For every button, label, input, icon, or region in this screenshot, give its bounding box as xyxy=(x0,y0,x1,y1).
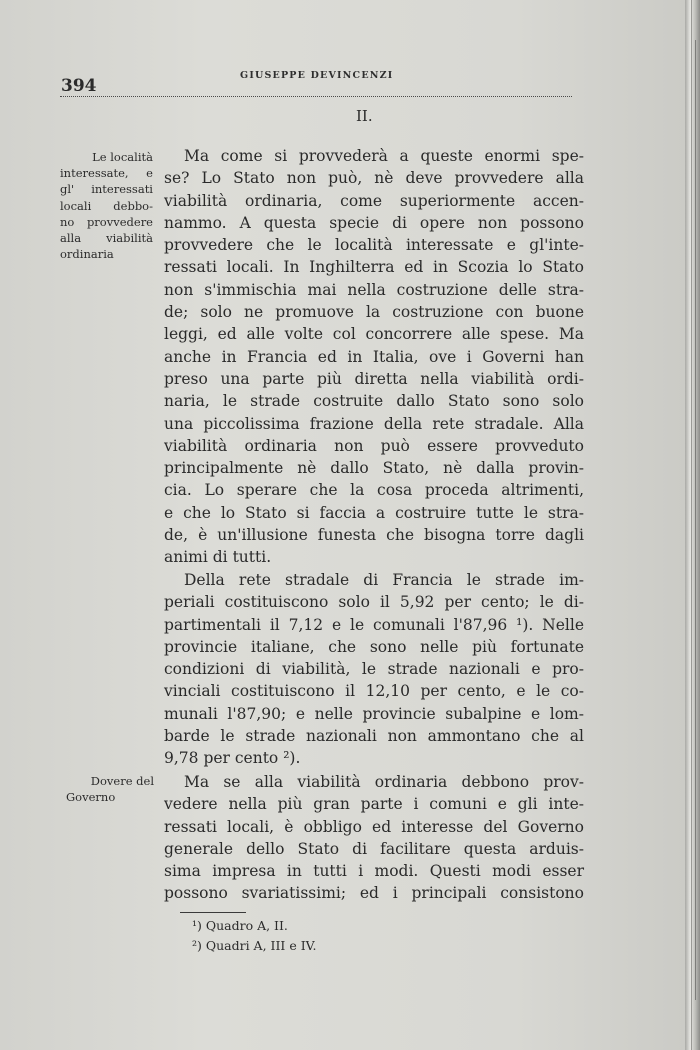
paragraph-3 xyxy=(164,771,584,905)
text-line: provvedere che le località interessate e gl'inte- xyxy=(164,236,584,255)
paragraph-2 xyxy=(164,569,584,770)
paragraph-1 xyxy=(164,145,584,569)
side-note-line: Governo xyxy=(66,790,116,805)
header-dotted-rule xyxy=(60,96,572,97)
page-edge-stack xyxy=(685,0,700,1050)
text-line: animi di tutti. xyxy=(164,548,272,567)
text-line: barde le strade nazionali non ammontano che al xyxy=(164,727,584,746)
side-note-localita xyxy=(60,149,153,262)
text-line: generale dello Stato di facilitare questa arduis- xyxy=(164,839,584,858)
text-line: e che lo Stato si faccia a costruire tutte le stra- xyxy=(164,503,584,522)
running-head: GIUSEPPE DEVINCENZI xyxy=(240,70,394,81)
side-note-line: Dovere del xyxy=(90,774,154,788)
side-note-dovere xyxy=(66,773,154,805)
section-number: II. xyxy=(356,107,373,125)
text-line: possono svariatissimi; ed i principali consistono xyxy=(164,884,584,903)
text-line: se? Lo Stato non può, nè deve provvedere alla xyxy=(164,169,584,188)
page-edge-line xyxy=(691,0,692,1050)
footnotes xyxy=(192,916,316,956)
text-line: principalmente nè dallo Stato, nè dalla provin- xyxy=(164,459,584,478)
side-note-line: no provvedere xyxy=(60,214,153,229)
text-line: viabilità ordinaria non può essere provveduto xyxy=(164,436,584,455)
text-line: ressati locali, è obbligo ed interesse del Governo xyxy=(164,817,584,836)
text-line: Ma come si provvederà a queste enormi spe- xyxy=(184,147,584,165)
text-line: vinciali costituiscono il 12,10 per cento, e le co- xyxy=(164,682,584,701)
text-line: una piccolissima frazione della rete stradale. Alla xyxy=(164,414,584,433)
text-line: vedere nella più gran parte i comuni e gli inte- xyxy=(164,795,584,814)
text-line: de; solo ne promuove la costruzione con buone xyxy=(164,303,584,322)
text-line: Della rete stradale di Francia le strade im- xyxy=(184,571,584,589)
text-line: ressati locali. In Inghilterra ed in Scozia lo Stato xyxy=(164,258,584,277)
side-note-line: alla viabilità xyxy=(60,231,153,246)
text-line: provincie italiane, che sono nelle più fortunate xyxy=(164,637,584,656)
text-line: partimentali il 7,12 e le comunali l'87,96 ¹). Nelle xyxy=(164,615,584,634)
text-line: anche in Francia ed in Italia, ove i Governi han xyxy=(164,347,584,366)
side-note-line: Le località xyxy=(92,150,153,164)
footnote-rule xyxy=(180,912,246,913)
text-line: de, è un'illusione funesta che bisogna torre dagli xyxy=(164,526,584,545)
side-note-line: locali debbo- xyxy=(60,198,153,213)
text-line: Ma se alla viabilità ordinaria debbono prov- xyxy=(184,773,584,791)
text-line: viabilità ordinaria, come superiormente accen- xyxy=(164,191,584,210)
text-line: periali costituiscono solo il 5,92 per cento; le di- xyxy=(164,593,584,612)
text-line: 9,78 per cento ²). xyxy=(164,749,301,768)
side-note-line: gl' interessati xyxy=(60,182,153,197)
text-line: cia. Lo sperare che la cosa proceda altrimenti, xyxy=(164,481,584,500)
footnote-2: ²) Quadri A, III e IV. xyxy=(192,938,317,953)
page-number: 394 xyxy=(61,76,97,96)
text-line: munali l'87,90; e nelle provincie subalpine e lom- xyxy=(164,704,584,723)
text-line: sima impresa in tutti i modi. Questi modi esser xyxy=(164,862,584,881)
side-note-line: interessate, e xyxy=(60,166,153,181)
page-edge-line xyxy=(695,40,696,1000)
text-line: condizioni di viabilità, le strade nazionali e pro- xyxy=(164,660,584,679)
text-line: preso una parte più diretta nella viabilità ordi- xyxy=(164,369,584,388)
footnote-1: ¹) Quadro A, II. xyxy=(192,918,288,933)
text-line: nammo. A questa specie di opere non possono xyxy=(164,213,584,232)
text-line: non s'immischia mai nella costruzione delle stra- xyxy=(164,280,584,299)
text-line: leggi, ed alle volte col concorrere alle spese. Ma xyxy=(164,325,584,344)
side-note-line: ordinaria xyxy=(60,247,114,262)
text-line: naria, le strade costruite dallo Stato sono solo xyxy=(164,392,584,411)
